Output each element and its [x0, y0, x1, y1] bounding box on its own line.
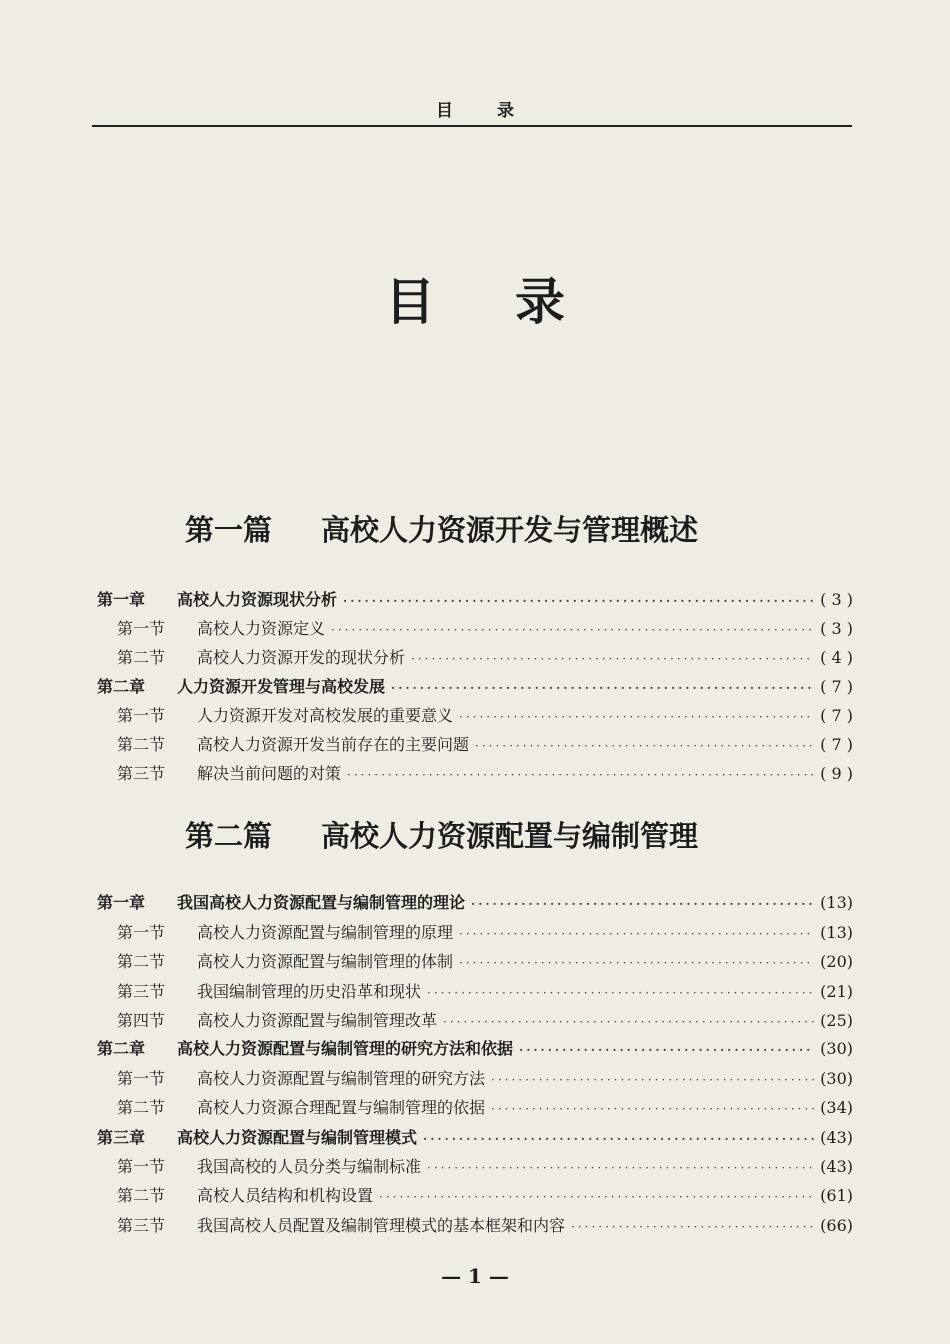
toc-entry-section[interactable]: [117, 616, 853, 642]
toc-entry-section[interactable]: [117, 920, 853, 946]
part-name: 高校人力资源配置与编制管理: [321, 819, 699, 853]
leader-dots: [475, 733, 814, 759]
entry-number: 第一节: [117, 706, 166, 725]
entry-number: 第一章: [97, 590, 146, 609]
entry-number: 第一节: [117, 1157, 166, 1176]
entry-title: 我国高校的人员分类与编制标准: [197, 1157, 422, 1176]
entry-title: 高校人力资源开发的现状分析: [197, 648, 406, 667]
entry-title: 高校人员结构和机构设置: [197, 1186, 374, 1205]
entry-title: 高校人力资源配置与编制管理的原理: [197, 923, 454, 942]
entry-number: 第三章: [97, 1128, 146, 1147]
entry-page: (34): [820, 1098, 853, 1117]
entry-page: (43): [820, 1157, 853, 1176]
entry-page: (61): [820, 1186, 853, 1205]
part-number: 第二篇: [185, 819, 273, 853]
entry-title: 高校人力资源配置与编制管理的研究方法: [197, 1069, 486, 1088]
toc-entry-section[interactable]: [117, 979, 853, 1005]
entry-number: 第二节: [117, 735, 166, 754]
leader-dots: [519, 1037, 814, 1063]
entry-title: 高校人力资源配置与编制管理的研究方法和依据: [177, 1039, 514, 1058]
toc-entry-section[interactable]: [117, 1154, 853, 1180]
part-title: [185, 512, 698, 548]
leader-dots: [343, 588, 814, 614]
entry-title: 高校人力资源定义: [197, 619, 326, 638]
leader-dots: [411, 646, 814, 672]
toc-entry-chapter[interactable]: [97, 587, 853, 613]
page-number: — 1 —: [441, 1264, 509, 1288]
toc-entry-section[interactable]: [117, 645, 853, 671]
leader-dots: [347, 762, 814, 788]
leader-dots: [571, 1214, 814, 1240]
toc-entry-section[interactable]: [117, 1183, 853, 1209]
toc-entry-section[interactable]: [117, 1008, 853, 1034]
entry-number: 第一节: [117, 923, 166, 942]
running-header: 目录: [436, 101, 558, 121]
entry-number: 第二节: [117, 952, 166, 971]
toc-entry-section[interactable]: [117, 1213, 853, 1239]
entry-number: 第二节: [117, 1098, 166, 1117]
entry-number: 第二节: [117, 648, 166, 667]
entry-number: 第一节: [117, 619, 166, 638]
leader-dots: [391, 675, 814, 701]
entry-title: 高校人力资源现状分析: [177, 590, 338, 609]
entry-title: 我国高校人力资源配置与编制管理的理论: [177, 893, 466, 912]
entry-title: 人力资源开发管理与高校发展: [177, 677, 386, 696]
toc-entry-section[interactable]: [117, 761, 853, 787]
entry-number: 第二节: [117, 1186, 166, 1205]
entry-page: (20): [820, 952, 853, 971]
entry-page: (30): [820, 1039, 853, 1058]
header-rule: [92, 125, 852, 127]
leader-dots: [331, 617, 814, 643]
leader-dots: [491, 1067, 814, 1093]
leader-dots: [459, 704, 814, 730]
toc-entry-chapter[interactable]: [97, 1036, 853, 1062]
entry-page: (66): [820, 1216, 853, 1235]
toc-entry-section[interactable]: [117, 732, 853, 758]
leader-dots: [427, 1155, 814, 1181]
entry-page: ( 3 ): [820, 619, 853, 638]
entry-page: (25): [820, 1011, 853, 1030]
toc-entry-chapter[interactable]: [97, 890, 853, 916]
leader-dots: [459, 950, 814, 976]
entry-title: 人力资源开发对高校发展的重要意义: [197, 706, 454, 725]
entry-title: 高校人力资源合理配置与编制管理的依据: [197, 1098, 486, 1117]
part-number: 第一篇: [185, 513, 273, 547]
entry-page: ( 4 ): [820, 648, 853, 667]
leader-dots: [491, 1096, 814, 1122]
toc-entry-chapter[interactable]: [97, 1125, 853, 1151]
entry-title: 我国高校人员配置及编制管理模式的基本框架和内容: [197, 1216, 566, 1235]
entry-page: ( 7 ): [820, 677, 853, 696]
entry-page: ( 7 ): [820, 735, 853, 754]
leader-dots: [379, 1184, 814, 1210]
leader-dots: [459, 921, 814, 947]
entry-number: 第二章: [97, 677, 146, 696]
leader-dots: [471, 891, 814, 917]
entry-title: 高校人力资源配置与编制管理改革: [197, 1011, 438, 1030]
entry-number: 第二章: [97, 1039, 146, 1058]
entry-title: 高校人力资源开发当前存在的主要问题: [197, 735, 470, 754]
toc-entry-chapter[interactable]: [97, 674, 853, 700]
entry-page: ( 9 ): [820, 764, 853, 783]
entry-title: 高校人力资源配置与编制管理的体制: [197, 952, 454, 971]
entry-number: 第一节: [117, 1069, 166, 1088]
part-title: [185, 818, 698, 854]
entry-page: (13): [820, 923, 853, 942]
entry-page: (30): [820, 1069, 853, 1088]
entry-page: (43): [820, 1128, 853, 1147]
toc-title: 目录: [385, 272, 645, 331]
entry-title: 解决当前问题的对策: [197, 764, 342, 783]
toc-entry-section[interactable]: [117, 1095, 853, 1121]
toc-entry-section[interactable]: [117, 949, 853, 975]
toc-entry-section[interactable]: [117, 703, 853, 729]
entry-number: 第三节: [117, 1216, 166, 1235]
entry-page: (13): [820, 893, 853, 912]
leader-dots: [427, 980, 814, 1006]
entry-title: 我国编制管理的历史沿革和现状: [197, 982, 422, 1001]
part-name: 高校人力资源开发与管理概述: [321, 513, 699, 547]
leader-dots: [443, 1009, 814, 1035]
entry-number: 第三节: [117, 982, 166, 1001]
entry-number: 第三节: [117, 764, 166, 783]
entry-number: 第一章: [97, 893, 146, 912]
entry-title: 高校人力资源配置与编制管理模式: [177, 1128, 418, 1147]
leader-dots: [423, 1126, 814, 1152]
entry-page: ( 3 ): [820, 590, 853, 609]
entry-number: 第四节: [117, 1011, 166, 1030]
toc-entry-section[interactable]: [117, 1066, 853, 1092]
entry-page: ( 7 ): [820, 706, 853, 725]
entry-page: (21): [820, 982, 853, 1001]
